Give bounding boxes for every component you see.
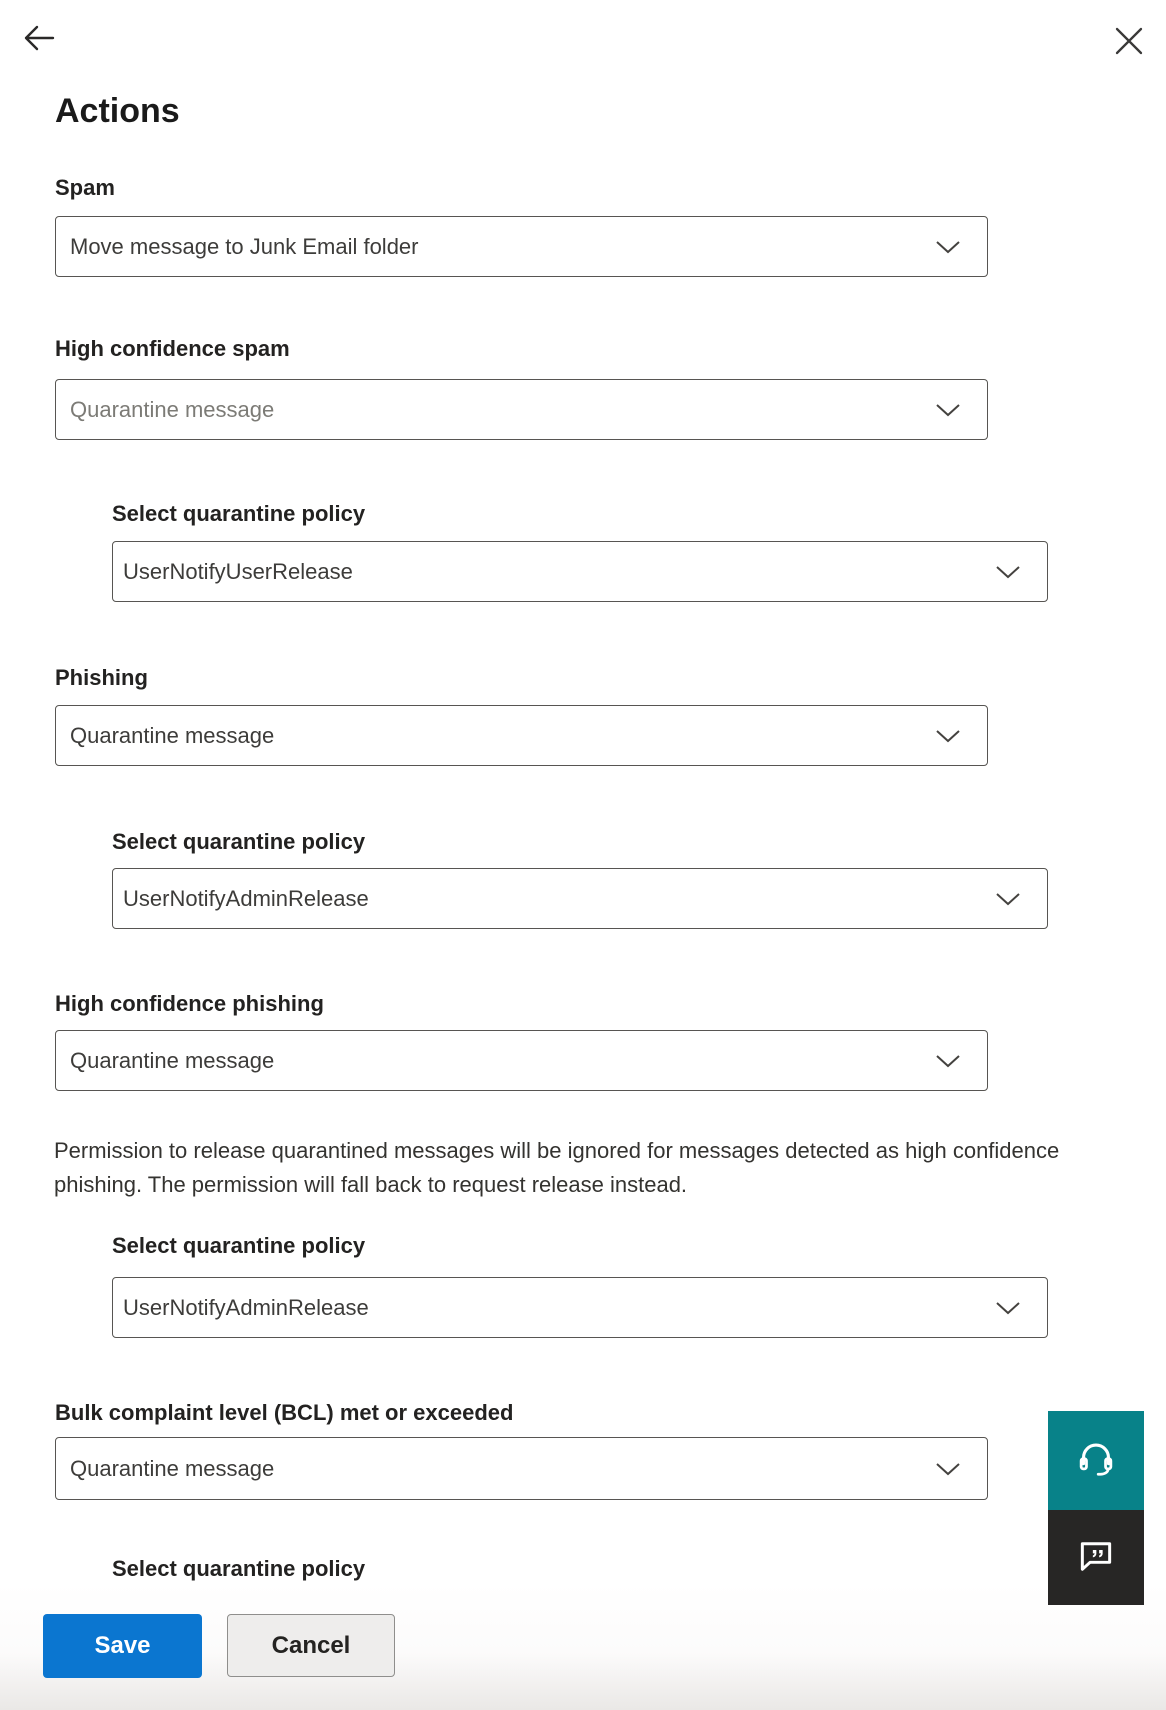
close-button[interactable] [1114, 26, 1144, 56]
bcl-action-value: Quarantine message [70, 1455, 275, 1481]
high-confidence-spam-action-dropdown[interactable] [55, 379, 988, 440]
quarantine-policy-dropdown-2[interactable] [112, 868, 1048, 929]
spam-action-value: Move message to Junk Email folder [70, 233, 419, 259]
high-confidence-spam-label: High confidence spam [55, 336, 290, 361]
chevron-down-icon [935, 240, 961, 257]
high-confidence-phishing-action-value: Quarantine message [70, 1047, 275, 1073]
phishing-label: Phishing [55, 665, 148, 690]
quarantine-policy-dropdown-1[interactable] [112, 541, 1048, 602]
chevron-down-icon [995, 565, 1021, 582]
quarantine-policy-label-3: Select quarantine policy [112, 1233, 366, 1258]
back-button[interactable] [22, 22, 56, 54]
back-arrow-icon [22, 42, 56, 57]
phishing-action-value: Quarantine message [70, 722, 275, 748]
cancel-button[interactable]: Cancel [227, 1614, 395, 1677]
spam-label: Spam [55, 175, 115, 200]
feedback-chat-icon [1075, 1535, 1117, 1580]
close-icon [1114, 44, 1144, 59]
chevron-down-icon [935, 1054, 961, 1071]
chevron-down-icon [995, 892, 1021, 909]
high-confidence-phishing-action-dropdown[interactable] [55, 1030, 988, 1091]
chevron-down-icon [935, 729, 961, 746]
quarantine-policy-dropdown-3[interactable] [112, 1277, 1048, 1338]
bcl-action-dropdown[interactable] [55, 1437, 988, 1500]
phishing-action-dropdown[interactable] [55, 705, 988, 766]
quarantine-policy-label-1: Select quarantine policy [112, 501, 366, 526]
chevron-down-icon [935, 403, 961, 420]
quarantine-policy-value-3: UserNotifyAdminRelease [123, 1294, 369, 1320]
chevron-down-icon [935, 1462, 961, 1479]
high-confidence-phishing-label: High confidence phishing [55, 991, 324, 1016]
help-support-button[interactable] [1048, 1411, 1144, 1510]
quarantine-policy-label-2: Select quarantine policy [112, 829, 366, 854]
headset-icon [1074, 1437, 1118, 1484]
high-confidence-spam-action-value: Quarantine message [70, 396, 275, 422]
quarantine-policy-label-4: Select quarantine policy [112, 1556, 366, 1581]
quarantine-policy-value-2: UserNotifyAdminRelease [123, 885, 369, 911]
chevron-down-icon [995, 1301, 1021, 1318]
high-confidence-phishing-note: Permission to release quarantined messages will be ignored for messages detected as high confidence phishing. The permission will fall back to request release instead. [54, 1138, 1060, 1197]
save-button[interactable]: Save [43, 1614, 202, 1678]
page-title: Actions [55, 92, 180, 130]
quarantine-policy-value-1: UserNotifyUserRelease [123, 558, 353, 584]
footer-bar [0, 1583, 1166, 1710]
feedback-button[interactable] [1048, 1510, 1144, 1605]
bcl-label: Bulk complaint level (BCL) met or exceeded [55, 1400, 514, 1425]
spam-action-dropdown[interactable] [55, 216, 988, 277]
